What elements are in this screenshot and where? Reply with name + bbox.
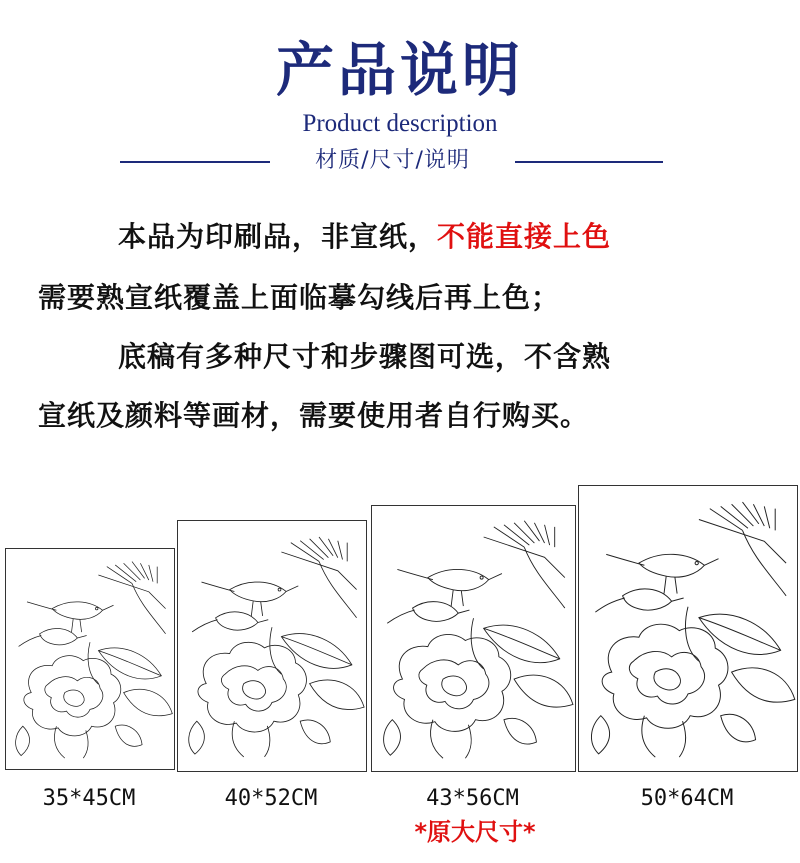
description-line-3: 底稿有多种尺寸和步骤图可选，不含熟 [118,340,612,373]
peony-line-art [6,549,174,769]
sample-image-40x52 [177,520,367,772]
peony-line-art [178,521,366,771]
original-size-note: *原大尺寸* [414,818,536,846]
page-subtitle: Product description [302,110,498,137]
peony-line-art [372,506,575,771]
sample-image-50x64 [578,485,798,772]
sample-image-35x45 [5,548,175,770]
size-label: 40*52CM [224,786,318,811]
description-line-1-text: 本品为印刷品，非宣纸， [118,220,438,253]
size-label: 50*64CM [640,786,734,811]
page-title: 产品说明 [275,36,524,104]
description-line-4: 宣纸及颜料等画材，需要使用者自行购买。 [38,399,590,432]
divider-line-left [120,161,270,163]
size-label: 35*45CM [42,786,136,811]
sample-image-43x56 [371,505,576,772]
peony-line-art [579,486,797,771]
description-line-2: 需要熟宣纸覆盖上面临摹勾线后再上色； [38,281,561,314]
divider-line-right [515,161,663,163]
section-divider [0,146,800,176]
section-label: 材质/尺寸/说明 [315,148,470,173]
size-label: 43*56CM [426,786,519,811]
warning-highlight: 不能直接上色 [437,220,612,253]
description-line-1 [118,220,611,254]
